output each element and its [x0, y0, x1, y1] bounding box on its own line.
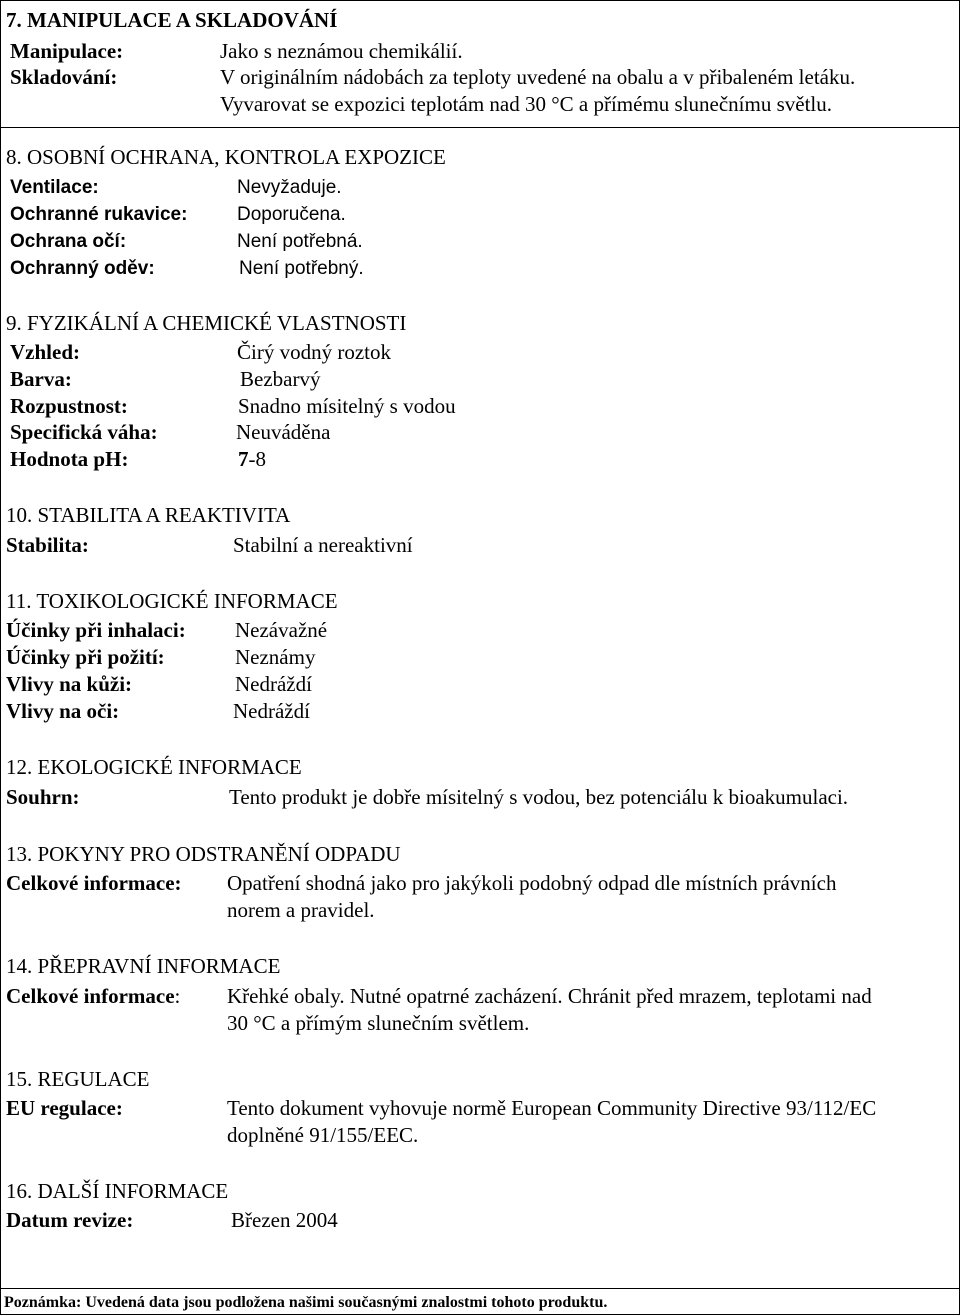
eu-regulation-label: EU regulace:: [6, 1096, 123, 1120]
ph-value: [238, 449, 266, 470]
appearance-label: Vzhled:: [10, 340, 80, 364]
section-11-title: 11. TOXIKOLOGICKÉ INFORMACE: [6, 589, 338, 613]
section-14-title: 14. PŘEPRAVNÍ INFORMACE: [6, 954, 281, 978]
ventilation-label: Ventilace:: [10, 177, 99, 198]
note-divider: [0, 1288, 960, 1289]
solubility-label: Rozpustnost:: [10, 394, 128, 418]
eu-regulation-value-line-1: Tento dokument vyhovuje normě European Community Directive 93/112/EC: [227, 1096, 877, 1120]
skin-label: Vlivy na kůži:: [6, 672, 133, 696]
section-7-title: 7. MANIPULACE A SKLADOVÁNÍ: [6, 8, 338, 32]
storage-value-line-1: V originálním nádobách za teploty uvedené na obalu a v přibaleném letáku.: [220, 65, 856, 89]
transport-general-value-line-1: Křehké obaly. Nutné opatrné zacházení. Chránit před mrazem, teplotami nad: [227, 984, 872, 1008]
ventilation-value: Nevyžaduje.: [237, 177, 342, 198]
storage-label: Skladování:: [10, 65, 118, 89]
stability-label: Stabilita:: [6, 533, 89, 557]
section-13-title: 13. POKYNY PRO ODSTRANĚNÍ ODPADU: [6, 842, 401, 866]
section-15-title: 15. REGULACE: [6, 1067, 150, 1091]
revision-date-value: Březen 2004: [231, 1208, 338, 1232]
section-12-title: 12. EKOLOGICKÉ INFORMACE: [6, 755, 302, 779]
inhalation-label: Účinky při inhalaci:: [6, 618, 186, 642]
inhalation-value: Nezávažné: [235, 618, 328, 642]
appearance-value: Čirý vodný roztok: [237, 340, 391, 364]
section-8-title: 8. OSOBNÍ OCHRANA, KONTROLA EXPOZICE: [6, 145, 446, 169]
section-9-title: 9. FYZIKÁLNÍ A CHEMICKÉ VLASTNOSTI: [6, 311, 407, 335]
color-value: Bezbarvý: [240, 367, 321, 391]
section-10-title: 10. STABILITA A REAKTIVITA: [6, 503, 291, 527]
skin-value: Nedráždí: [235, 672, 312, 696]
stability-value: Stabilní a nereaktivní: [233, 533, 413, 557]
handling-value: Jako s neznámou chemikálií.: [220, 39, 463, 63]
ph-value-rest: -8: [248, 447, 266, 471]
ph-value-min: 7: [238, 447, 249, 471]
revision-date-label: Datum revize:: [6, 1208, 134, 1232]
disposal-general-value-line-2: norem a pravidel.: [227, 898, 375, 922]
gloves-label: Ochranné rukavice:: [10, 204, 188, 225]
storage-value-line-2: Vyvarovat se expozici teplotám nad 30 °C a přímému slunečnímu světlu.: [220, 92, 833, 116]
solubility-value: Snadno mísitelný s vodou: [238, 394, 456, 418]
section-16-title: 16. DALŠÍ INFORMACE: [6, 1179, 229, 1203]
transport-general-value-line-2: 30 °C a přímým slunečním světlem.: [227, 1011, 530, 1035]
specific-gravity-label: Specifická váha:: [10, 420, 158, 444]
transport-general-label: [6, 986, 180, 1007]
clothing-label: Ochranný oděv:: [10, 258, 155, 279]
summary-label: Souhrn:: [6, 785, 80, 809]
disposal-general-label: Celkové informace:: [6, 871, 182, 895]
disposal-general-value-line-1: Opatření shodná jako pro jakýkoli podobný odpad dle místních právních: [227, 871, 837, 895]
ingestion-label: Účinky při požití:: [6, 645, 165, 669]
summary-value: Tento produkt je dobře mísitelný s vodou, bez potenciálu k bioakumulaci.: [229, 785, 849, 809]
handling-label: Manipulace:: [10, 39, 124, 63]
transport-general-label-text: Celkové informace: [6, 984, 175, 1008]
gloves-value: Doporučena.: [237, 204, 346, 225]
color-label: Barva:: [10, 367, 72, 391]
footnote: Poznámka: Uvedená data jsou podložena našimi současnými znalostmi tohoto produktu.: [4, 1294, 608, 1311]
eyes-label: Vlivy na oči:: [6, 699, 120, 723]
clothing-value: Není potřebný.: [239, 258, 364, 279]
ph-label: Hodnota pH:: [10, 447, 129, 471]
specific-gravity-value: Neuváděna: [236, 420, 331, 444]
transport-general-label-colon: :: [174, 984, 181, 1008]
ingestion-value: Neznámy: [235, 645, 316, 669]
eyes-value: Nedráždí: [233, 699, 310, 723]
eye-protection-label: Ochrana očí:: [10, 231, 127, 252]
eu-regulation-value-line-2: doplněné 91/155/EEC.: [227, 1123, 419, 1147]
eye-protection-value: Není potřebná.: [237, 231, 363, 252]
